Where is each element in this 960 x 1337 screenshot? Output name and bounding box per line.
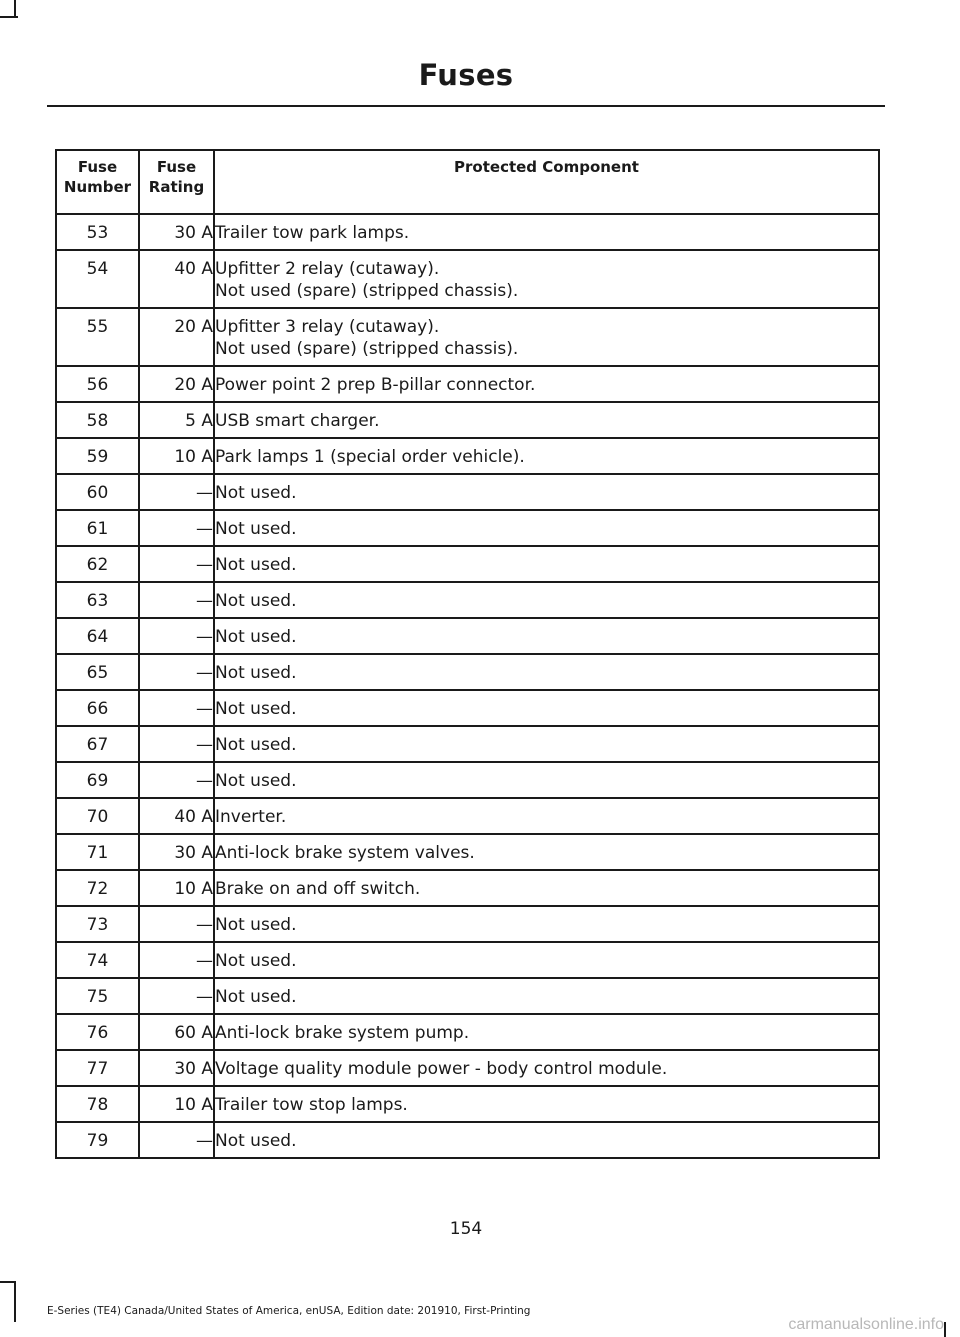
fuse-number-cell: 71 [56, 834, 139, 870]
header-fuse-rating-line1: Fuse [156, 158, 197, 176]
protected-component-cell [214, 618, 879, 654]
fuse-rating-cell: 40 A [139, 798, 214, 834]
table-row [56, 402, 879, 438]
protected-component-cell [214, 582, 879, 618]
table-row [56, 690, 879, 726]
protected-component-line: Not used. [215, 483, 297, 503]
protected-component-cell [214, 726, 879, 762]
fuse-rating-cell: — [139, 654, 214, 690]
fuse-rating-cell: 20 A [139, 308, 214, 366]
page-title: Fuses [418, 58, 514, 92]
fuse-number-cell: 53 [56, 214, 139, 250]
fuse-number-cell: 56 [56, 366, 139, 402]
protected-component-line: Anti-lock brake system valves. [215, 843, 475, 863]
fuse-number-cell: 77 [56, 1050, 139, 1086]
protected-component-cell [214, 762, 879, 798]
protected-component-line: Not used. [215, 699, 297, 719]
fuse-rating-cell: — [139, 1122, 214, 1158]
page-number: 154 [449, 1219, 483, 1239]
fuse-number-cell: 74 [56, 942, 139, 978]
fuse-table [55, 149, 880, 1159]
fuse-number-cell: 66 [56, 690, 139, 726]
table-row [56, 474, 879, 510]
table-row [56, 1014, 879, 1050]
watermark: carmanualsonline.info [788, 1316, 944, 1333]
protected-component-line: Not used. [215, 987, 297, 1007]
table-row [56, 1122, 879, 1158]
fuse-rating-cell: — [139, 762, 214, 798]
protected-component-line: Not used (spare) (stripped chassis). [215, 339, 519, 359]
table-row [56, 582, 879, 618]
fuse-rating-cell: 10 A [139, 438, 214, 474]
table-row [56, 1086, 879, 1122]
table-row [56, 654, 879, 690]
fuse-number-cell: 64 [56, 618, 139, 654]
protected-component-line: Voltage quality module power - body control module. [215, 1059, 668, 1079]
table-row [56, 618, 879, 654]
fuse-number-cell: 63 [56, 582, 139, 618]
protected-component-line: Anti-lock brake system pump. [215, 1023, 470, 1043]
fuse-number-cell: 79 [56, 1122, 139, 1158]
header-fuse-number-line2: Number [63, 178, 132, 196]
table-row [56, 762, 879, 798]
fuse-rating-cell: — [139, 978, 214, 1014]
table-row [56, 214, 879, 250]
fuse-number-cell: 58 [56, 402, 139, 438]
fuse-rating-cell: — [139, 510, 214, 546]
fuse-number-cell: 59 [56, 438, 139, 474]
fuse-number-cell: 62 [56, 546, 139, 582]
protected-component-cell [214, 942, 879, 978]
header-fuse-rating-line2: Rating [148, 178, 205, 196]
protected-component-cell [214, 510, 879, 546]
table-row [56, 546, 879, 582]
protected-component-line: Not used. [215, 627, 297, 647]
protected-component-cell [214, 1122, 879, 1158]
protected-component-cell [214, 1086, 879, 1122]
fuse-rating-cell: — [139, 906, 214, 942]
fuse-rating-cell: — [139, 726, 214, 762]
table-header-row [56, 150, 879, 214]
fuse-number-cell: 73 [56, 906, 139, 942]
table-row [56, 870, 879, 906]
fuse-number-cell: 78 [56, 1086, 139, 1122]
protected-component-cell [214, 978, 879, 1014]
protected-component-line: Not used. [215, 591, 297, 611]
protected-component-line: Not used (spare) (stripped chassis). [215, 281, 519, 301]
table-row [56, 438, 879, 474]
table-row [56, 906, 879, 942]
protected-component-cell [214, 308, 879, 366]
protected-component-line: Upfitter 2 relay (cutaway). [215, 259, 440, 279]
fuse-rating-cell: 20 A [139, 366, 214, 402]
protected-component-line: Not used. [215, 915, 297, 935]
protected-component-line: Not used. [215, 771, 297, 791]
fuse-number-cell: 67 [56, 726, 139, 762]
fuse-rating-cell: 5 A [139, 402, 214, 438]
fuse-number-cell: 70 [56, 798, 139, 834]
fuse-rating-cell: 40 A [139, 250, 214, 308]
header-fuse-number-line1: Fuse [77, 158, 118, 176]
protected-component-line: Park lamps 1 (special order vehicle). [215, 447, 525, 467]
header-fuse-number [56, 150, 139, 214]
fuse-rating-cell: — [139, 582, 214, 618]
fuse-number-cell: 76 [56, 1014, 139, 1050]
fuse-number-cell: 61 [56, 510, 139, 546]
fuse-rating-cell: 10 A [139, 1086, 214, 1122]
table-row [56, 250, 879, 308]
fuse-rating-cell: 30 A [139, 1050, 214, 1086]
protected-component-cell [214, 654, 879, 690]
footer-text: E-Series (TE4) Canada/United States of America, enUSA, Edition date: 201910, First-Printing [47, 1305, 531, 1317]
header-fuse-rating [139, 150, 214, 214]
protected-component-cell [214, 690, 879, 726]
protected-component-line: Not used. [215, 1131, 297, 1151]
crop-mark-bottom-left-vertical [14, 1282, 16, 1322]
fuse-rating-cell: 30 A [139, 834, 214, 870]
protected-component-cell [214, 546, 879, 582]
table-row [56, 308, 879, 366]
protected-component-line: Not used. [215, 519, 297, 539]
table-row [56, 726, 879, 762]
title-rule [47, 105, 885, 107]
table-row [56, 942, 879, 978]
fuse-table-body [56, 214, 879, 1158]
protected-component-line: Not used. [215, 735, 297, 755]
protected-component-line: Not used. [215, 555, 297, 575]
protected-component-cell [214, 250, 879, 308]
fuse-rating-cell: 30 A [139, 214, 214, 250]
fuse-rating-cell: — [139, 618, 214, 654]
protected-component-line: Trailer tow park lamps. [215, 223, 410, 243]
protected-component-cell [214, 906, 879, 942]
table-row [56, 1050, 879, 1086]
fuse-number-cell: 55 [56, 308, 139, 366]
protected-component-cell [214, 834, 879, 870]
crop-mark-top-left-horizontal [0, 16, 18, 18]
protected-component-cell [214, 214, 879, 250]
protected-component-cell [214, 1014, 879, 1050]
protected-component-line: Brake on and off switch. [215, 879, 421, 899]
protected-component-cell [214, 438, 879, 474]
protected-component-line: USB smart charger. [215, 411, 380, 431]
fuse-rating-cell: 60 A [139, 1014, 214, 1050]
table-row [56, 834, 879, 870]
fuse-number-cell: 60 [56, 474, 139, 510]
protected-component-line: Not used. [215, 663, 297, 683]
table-row [56, 978, 879, 1014]
fuse-rating-cell: — [139, 690, 214, 726]
protected-component-line: Not used. [215, 951, 297, 971]
fuse-rating-cell: — [139, 474, 214, 510]
fuse-number-cell: 54 [56, 250, 139, 308]
fuse-number-cell: 69 [56, 762, 139, 798]
protected-component-cell [214, 366, 879, 402]
fuse-rating-cell: — [139, 942, 214, 978]
protected-component-cell [214, 474, 879, 510]
protected-component-cell [214, 1050, 879, 1086]
crop-mark-bottom-left-horizontal [0, 1281, 16, 1283]
fuse-rating-cell: 10 A [139, 870, 214, 906]
header-protected-component: Protected Component [214, 150, 879, 214]
crop-mark-bottom-right-vertical [944, 1322, 946, 1337]
protected-component-line: Trailer tow stop lamps. [215, 1095, 408, 1115]
fuse-number-cell: 75 [56, 978, 139, 1014]
protected-component-cell [214, 870, 879, 906]
protected-component-line: Power point 2 prep B-pillar connector. [215, 375, 536, 395]
protected-component-line: Upfitter 3 relay (cutaway). [215, 317, 440, 337]
protected-component-cell [214, 798, 879, 834]
fuse-number-cell: 72 [56, 870, 139, 906]
protected-component-line: Inverter. [215, 807, 287, 827]
table-row [56, 366, 879, 402]
fuse-number-cell: 65 [56, 654, 139, 690]
fuse-rating-cell: — [139, 546, 214, 582]
table-row [56, 798, 879, 834]
protected-component-cell [214, 402, 879, 438]
table-row [56, 510, 879, 546]
